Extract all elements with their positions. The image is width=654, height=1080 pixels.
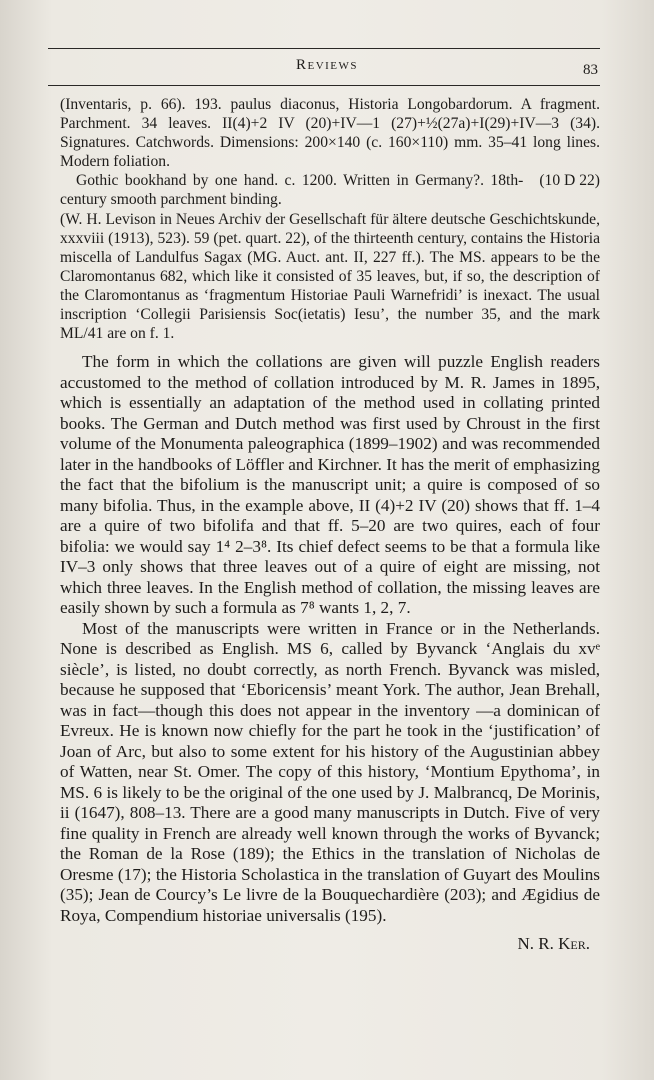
paragraph-collations: The form in which the collations are given will puzzle English readers accustomed to the method of collation introduced by M. R. James in 1895, which is essentially an adaptation of the method used in collating printed books. The German and Dutch method was first used by Chroust in the first volume of the Monumenta paleographica (1899–1902) and was recommended later in the handbooks of Löffler and Kirchner. It has the merit of emphasizing the fact that the bifolium is the manuscript unit; a quire is composed of so many bifolia. Thus, in the example above, II (4)+2 IV (20) shows that ff. 1–4 are a quire of two bifolifa and that ff. 5–20 are two quires, each of four bifolia: we would say 1⁴ 2–3⁸. Its chief defect seems to be that a formula like IV–3 only shows that three leaves out of a quire of eight are missing, not which three leaves. In the English method of collation, the missing leaves are easily shown by such a formula as 7⁸ wants 1, 2, 7. xyxy=(60,352,600,618)
header-rule-bottom xyxy=(48,85,600,86)
entry-script-binding xyxy=(60,171,600,209)
paragraph-manuscripts: Most of the manuscripts were written in France or in the Netherlands. None is described as English. MS 6, called by Byvanck ‘Anglais du xvᵉ siècle’, is listed, no doubt correctly, as north French. Byvanck was misled, because he supposed that ‘Eboricensis’ meant York. The author, Jean Brehall, was in fact—though this does not appear in the inventory —a dominican of Evreux. He is known now chiefly for the part he took in the ‘justification’ of Joan of Arc, but also to some extent for his history of the Augustinian abbey of Watten, near St. Omer. The copy of this history, ‘Montium Epythoma’, in MS. 6 is likely to be the original of the one used by J. Malbrancq, De Morinis, ii (1647), 808–13. There are a good many manuscripts in Dutch. Five of very fine quality in French are already well known through the works of Byvanck; the Roman de la Rose (189); the Ethics in the translation of Nicholas de Oresme (17); the Historia Scholastica in the translation of Guyart des Moulins (35); Jean de Courcy’s Le livre de la Bouquechardière (203); and Ægidius de Roya, Compendium historiae universalis (195). xyxy=(60,618,600,925)
header-rule-top xyxy=(48,48,600,49)
review-body xyxy=(60,352,600,955)
entry-description: (Inventaris, p. 66). 193. paulus diaconus, Historia Longobardorum. A fragment. Parchment. 34 leaves. II(4)+2 IV (20)+IV—1 (27)+½(27a)+I(29)+IV—3 (34). Signatures. Catchwords. Dimensions: 200×140 (c. 160×110) mm. 35–41 long lines. Modern foliation. xyxy=(60,96,600,171)
page-number: 83 xyxy=(583,62,598,78)
entry-levison-note: (W. H. Levison in Neues Archiv der Gesellschaft für ältere deutsche Geschichtskunde, xxxviii (1913), 523). 59 (pet. quart. 22), of the thirteenth century, contains the Historia miscella of Landulfus Sagax (MG. Auct. ant. II, 227 ff.). The MS. appears to be the Claromontanus 682, which like it consisted of 35 leaves, but, if so, the description of the Claromontanus as ‘fragmentum Historiae Pauli Warnefridi’ is inexact. The usual inscription ‘Collegii Parisiensis Soc(ietatis) Iesu’, the number 35, and the mark ML/41 are on f. 1. xyxy=(60,210,600,343)
catalogue-entry xyxy=(60,95,600,343)
entry-shelfmark: (10 D 22) xyxy=(539,172,600,190)
entry-script-text: Gothic bookhand by one hand. c. 1200. Written in Germany?. 18th-century smooth parchment binding. xyxy=(60,172,524,209)
text-block xyxy=(60,95,600,955)
reviewer-signature: N. R. Ker. xyxy=(517,934,590,954)
running-head: Reviews xyxy=(295,57,359,73)
